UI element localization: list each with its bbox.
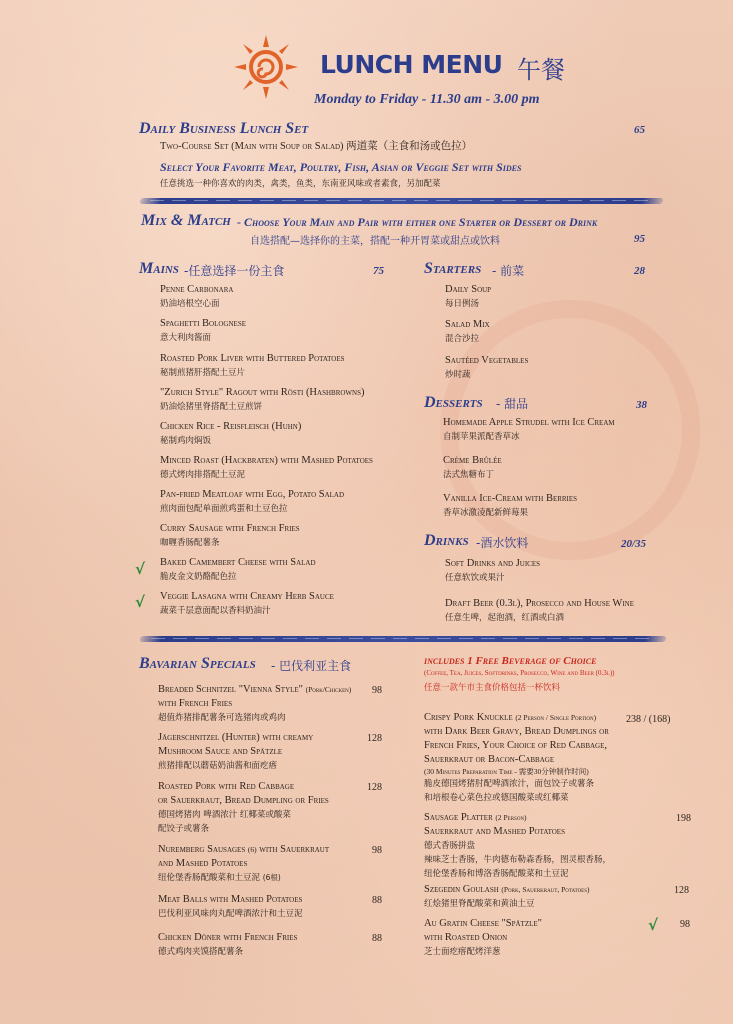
dish-name-chinese: 自制苹果派配香草冰 (443, 432, 520, 442)
list-item (445, 283, 491, 311)
list-item (158, 843, 329, 885)
preparation-note: (30 Minutes Preparation Time - 需要30分钟制作时间) (424, 767, 589, 776)
business-lunch-line2-chinese: 任意挑选一种你喜欢的肉类，禽类，鱼类，东南亚风味或者素食，另加配菜 (160, 179, 441, 189)
mains-title-chinese: -任意选择一份主食 (184, 264, 285, 278)
dish-name-chinese: 芝士面疙瘩配烤洋葱 (424, 947, 501, 957)
dish-name (158, 683, 351, 697)
dish-name-chinese: 秘制煎猪肝搭配土豆片 (160, 368, 246, 378)
list-item (158, 780, 329, 836)
dish-name: Homemade Apple Strudel with Ice Cream (443, 417, 615, 428)
dish-name-text-cont: with Sauerkraut (259, 844, 330, 855)
dish-name-chinese-note: (6根) (262, 873, 281, 882)
dish-name-chinese: 煎猪排配以蘑菇奶油酱和面疙瘩 (158, 761, 278, 771)
dish-name: Salad Mix (445, 319, 490, 330)
dish-name: Curry Sausage with French Fries (160, 523, 300, 534)
dish-name: Roasted Pork with Red Cabbage (158, 781, 295, 792)
dish-name-chinese: 德国烤猪肉 啤酒浓汁 红椰菜或酸菜 (158, 810, 291, 820)
dish-name-chinese (158, 871, 329, 885)
business-lunch-price: 65 (634, 124, 645, 136)
list-item (445, 557, 540, 585)
business-lunch-line1: Two-Course Set (Main with Soup or Salad) 两道菜（主食和汤或色拉） (160, 141, 473, 152)
dish-name: Sautéed Vegetables (445, 355, 529, 366)
dish-name: Draft Beer (0.3l), Prosecco and House Wine (445, 598, 635, 609)
dish-name-line2: or Sauerkraut, Bread Dumpling or Fries (158, 795, 329, 806)
dish-name-line2: with French Fries (158, 698, 233, 709)
dish-name-chinese: 每日例汤 (445, 299, 480, 309)
list-item (445, 354, 528, 382)
dish-name-chinese: 香草冰激凌配新鲜莓果 (443, 508, 529, 518)
veggie-check-icon: √ (135, 593, 146, 611)
dish-name (424, 711, 609, 725)
dish-name-chinese: 德式鸡肉夹馍搭配薯条 (158, 947, 244, 957)
list-item (443, 416, 615, 444)
mains-title: Mains (139, 260, 179, 277)
mains-price: 75 (373, 265, 384, 277)
business-lunch-title: Daily Business Lunch Set (139, 120, 309, 137)
dish-name: Minced Roast (Hackbraten) with Mashed Potatoes (160, 455, 373, 466)
list-item (445, 318, 490, 346)
dish-name-chinese: 脆皮金文奶酪配色拉 (160, 572, 237, 582)
dish-name-line2: with Roasted Onion (424, 932, 508, 943)
bavarian-title-chinese: - 巴伐利亚主食 (271, 659, 352, 673)
dish-name: Roasted Pork Liver with Buttered Potatoes (160, 353, 345, 364)
starters-price: 28 (634, 265, 645, 277)
dish-name-line3: French Fries, Your Choice of Red Cabbage, (424, 740, 607, 751)
dish-name-line2: Sauerkraut and Mashed Potatoes (424, 826, 565, 837)
list-item (160, 352, 345, 380)
dish-name (158, 843, 329, 857)
list-item (158, 931, 297, 959)
list-item (158, 893, 303, 921)
dish-name-note: (Pork/Chicken) (305, 685, 352, 694)
dish-name-chinese: 法式焦糖布丁 (443, 470, 495, 480)
veggie-check-icon: √ (648, 916, 659, 934)
dish-name-chinese: 秘制鸡肉焖饭 (160, 436, 212, 446)
menu-title-chinese: 午餐 (517, 56, 565, 84)
list-item (443, 492, 577, 520)
mix-match-subtitle: - Choose Your Main and Pair with either one Starter or Dessert or Drink (237, 215, 598, 229)
free-beverage-detail: (Coffee, Tea, Juices, Softdrinks, Prosecco, Wine and Beer (0.3l)) (424, 669, 615, 677)
mix-match-title: Mix & Match (141, 212, 231, 229)
list-item (160, 556, 316, 584)
dish-name-text: Nuremberg Sausages (158, 844, 246, 855)
dish-price: 98 (372, 845, 382, 856)
dish-name-note: (Pork, Sauerkraut, Potatoes) (501, 885, 590, 894)
drinks-price: 20/35 (621, 538, 647, 550)
dish-name-note: (2 Person / Single Portion) (515, 713, 597, 722)
dish-name: Baked Camembert Cheese with Salad (160, 557, 316, 568)
dish-price: 128 (674, 885, 689, 896)
dish-name-note: (2 Person) (495, 813, 527, 822)
list-item (160, 420, 301, 448)
list-item (160, 522, 300, 550)
list-item (445, 597, 634, 625)
dish-price: 238 / (168) (626, 714, 671, 725)
dish-name: "Zurich Style" Ragout with Rösti (Hashbrowns) (160, 387, 365, 398)
dish-name-chinese: 红烩猪里脊配酸菜和黄油土豆 (424, 899, 535, 909)
dish-name-text: Crispy Pork Knuckle (424, 712, 513, 723)
dish-name-chinese: 意大利肉酱面 (160, 333, 212, 343)
dish-name-chinese: 咖喱香肠配薯条 (160, 538, 220, 548)
list-item (160, 454, 373, 482)
list-item (160, 317, 246, 345)
mix-match-price: 95 (634, 233, 645, 245)
dish-price: 128 (367, 733, 382, 744)
dish-price: 98 (680, 919, 690, 930)
starters-title: Starters (424, 260, 482, 277)
dish-name: Pan-fried Meatloaf with Egg, Potato Salad (160, 489, 345, 500)
dish-name: Au Gratin Cheese "Spätzle" (424, 918, 542, 929)
list-item (424, 811, 611, 881)
desserts-price: 38 (636, 399, 647, 411)
list-item (424, 883, 590, 911)
starters-title-chinese: - 前菜 (492, 264, 525, 278)
dish-name-line2: and Mashed Potatoes (158, 858, 248, 869)
dish-name-chinese-line3: 纽伦堡香肠和博洛香肠配酸菜和土豆泥 (424, 869, 569, 879)
dish-name-chinese: 煎肉面包配单面煎鸡蛋和土豆色拉 (160, 504, 288, 514)
dish-name-line2: Mushroom Sauce and Spätzle (158, 746, 283, 757)
dish-name: Chicken Rice - Reisfleisch (Huhn) (160, 421, 302, 432)
dish-name-chinese: 奶油培根空心面 (160, 299, 220, 309)
dish-price: 198 (676, 813, 691, 824)
dish-name-chinese-line2: 和培根卷心菜色拉或德国酸菜或红椰菜 (424, 793, 569, 803)
free-beverage-chinese: 任意一款午市主食价格包括一杯饮料 (424, 683, 561, 693)
drinks-title: Drinks (424, 532, 469, 549)
dish-name-line4: Sauerkraut or Bacon-Cabbage (424, 754, 555, 765)
dish-name-note: (6) (247, 845, 257, 854)
dish-name (424, 811, 611, 825)
dish-name-chinese-line2: 配饺子或薯条 (158, 824, 210, 834)
dish-name-text: Sausage Platter (424, 812, 493, 823)
veggie-check-icon: √ (135, 560, 146, 578)
list-item (160, 590, 334, 618)
list-item (443, 454, 502, 482)
dish-name: Jägerschnitzel (Hunter) with creamy (158, 732, 314, 743)
dish-name-chinese: 任意软饮或果汁 (445, 573, 505, 583)
dish-name: Soft Drinks and Juices (445, 558, 541, 569)
dish-name: Chicken Döner with French Fries (158, 932, 298, 943)
list-item (158, 731, 313, 773)
dish-name: Meat Balls with Mashed Potatoes (158, 894, 303, 905)
divider-brushstroke (139, 636, 666, 642)
dish-name: Crème Brûlée (443, 455, 502, 466)
menu-hours: Monday to Friday - 11.30 am - 3.00 pm (314, 92, 540, 107)
dish-price: 98 (372, 685, 382, 696)
list-item (424, 711, 609, 805)
bavarian-title: Bavarian Specials (139, 655, 256, 672)
business-lunch-line2: Select Your Favorite Meat, Poultry, Fish, Asian or Veggie Set with Sides (160, 160, 522, 174)
dish-name-chinese: 任意生啤，起泡酒，红酒或白酒 (445, 613, 565, 623)
free-beverage-title: includes 1 Free Beverage of Choice (424, 655, 597, 667)
list-item (158, 683, 351, 725)
list-item (160, 386, 364, 414)
list-item (424, 917, 542, 959)
dish-name-chinese: 脆皮德国烤猪肘配啤酒浓汁，面包饺子或薯条 (424, 779, 595, 789)
drinks-title-chinese: -酒水饮料 (476, 536, 529, 550)
divider-brushstroke (139, 198, 663, 204)
list-item (160, 283, 233, 311)
list-item (160, 488, 344, 516)
dish-name-chinese-text: 纽伦堡香肠配酸菜和土豆泥 (158, 873, 261, 883)
dish-name-chinese-line2: 辣味芝士香肠，牛肉德布勒森香肠，图灵根香肠， (424, 855, 612, 865)
desserts-title: Desserts (424, 394, 483, 411)
dish-price: 88 (372, 933, 382, 944)
dish-name-text: Breaded Schnitzel "Vienna Style" (158, 684, 303, 695)
dish-name-chinese: 超值炸猪排配薯条可选猪肉或鸡肉 (158, 713, 286, 723)
dish-name-chinese: 德式香肠拼盘 (424, 841, 476, 851)
desserts-title-chinese: - 甜品 (496, 397, 529, 411)
dish-name: Veggie Lasagna with Creamy Herb Sauce (160, 591, 334, 602)
mix-match-chinese: 自选搭配—选择你的主菜，搭配一种开胃菜或甜点或饮料 (250, 236, 500, 247)
menu-title: LUNCH MENU (320, 50, 503, 79)
dish-name-chinese: 蔬菜千层意面配以香料奶油汁 (160, 606, 271, 616)
dish-name-chinese: 奶油烩猪里脊搭配土豆煎饼 (160, 402, 263, 412)
dish-name: Vanilla Ice-Cream with Berries (443, 493, 578, 504)
dish-name: Penne Carbonara (160, 284, 234, 295)
dish-name-chinese: 混合沙拉 (445, 334, 480, 344)
dish-name-text: Szegedin Goulash (424, 884, 499, 895)
dish-price: 128 (367, 782, 382, 793)
dish-name-chinese: 巴伐利亚风味肉丸配啤酒浓汁和土豆泥 (158, 909, 303, 919)
dish-price: 88 (372, 895, 382, 906)
dish-name: Spaghetti Bolognese (160, 318, 246, 329)
sun-icon (232, 33, 300, 101)
dish-name: Daily Soup (445, 284, 492, 295)
dish-name-chinese: 德式烤肉排搭配土豆泥 (160, 470, 246, 480)
dish-name (424, 883, 590, 897)
dish-name-chinese: 炒时蔬 (445, 370, 471, 380)
dish-name-line2: with Dark Beer Gravy, Bread Dumplings or (424, 726, 609, 737)
